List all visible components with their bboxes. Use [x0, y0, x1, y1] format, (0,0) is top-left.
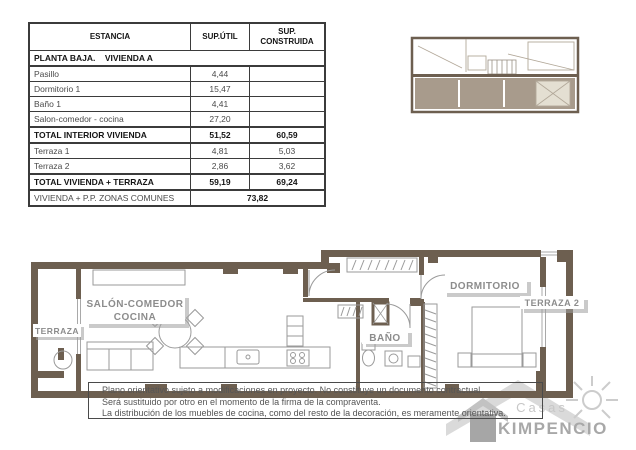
util-value-cell: 59,19	[191, 174, 250, 190]
room-name-cell: TOTAL INTERIOR VIVIENDA	[29, 127, 191, 143]
util-value-cell: 2,86	[191, 159, 250, 175]
total-vivienda-row	[29, 174, 325, 190]
patio	[536, 81, 570, 106]
room-label-dormitorio	[443, 278, 531, 297]
util-value-cell: 4,41	[191, 97, 250, 112]
unit-partition	[503, 80, 505, 107]
total-interior-row	[29, 127, 325, 143]
brand-name-bottom: KIMPENCIO	[498, 419, 608, 438]
tall-cabinets	[287, 316, 303, 346]
util-value-cell: 4,44	[191, 66, 250, 82]
table-row	[29, 159, 325, 175]
built-value-cell	[250, 112, 326, 128]
salon-label-line1: SALÓN-COMEDOR	[86, 299, 184, 310]
util-value-cell: 27,20	[191, 112, 250, 128]
key-plan	[408, 34, 586, 120]
shower	[373, 303, 388, 324]
bathroom-sink	[385, 351, 402, 366]
stairs	[488, 60, 516, 74]
built-value-cell: 3,62	[250, 159, 326, 175]
mid-wall	[412, 74, 578, 77]
built-value-cell: 60,59	[250, 127, 326, 143]
zonas-comunes-row	[29, 190, 325, 206]
bathroom-unit	[408, 356, 420, 367]
table-row	[29, 82, 325, 97]
built-value-cell	[250, 97, 326, 112]
sofa	[87, 342, 153, 370]
cooktop	[287, 350, 309, 366]
table-header-row	[29, 23, 325, 51]
util-value-cell: 15,47	[191, 82, 250, 97]
section-row	[29, 51, 325, 67]
room-name-cell: Terraza 1	[29, 143, 191, 159]
built-value-cell	[250, 82, 326, 97]
nightstand	[458, 353, 471, 367]
room-label-bano	[362, 330, 412, 347]
col-header-sup-util: SUP.ÚTIL	[191, 23, 250, 51]
total-value-cell: 73,82	[191, 190, 326, 206]
brand-name-top: Casas	[516, 400, 568, 415]
disclaimer-box	[88, 382, 543, 419]
terraza2-label: TERRAZA 2	[524, 298, 580, 308]
area-table	[28, 22, 326, 207]
salon-label-line2: COCINA	[113, 312, 157, 323]
col-header-estancia: ESTANCIA	[29, 23, 191, 51]
unit-partition	[458, 80, 460, 107]
room-name-cell: Baño 1	[29, 97, 191, 112]
room-name-cell: VIVIENDA + P.P. ZONAS COMUNES	[29, 190, 191, 206]
bathroom-door-gap	[389, 297, 410, 303]
room-label-salon	[85, 294, 189, 328]
built-value-cell: 69,24	[250, 174, 326, 190]
room-name-cell: Terraza 2	[29, 159, 191, 175]
bano-label: BAÑO	[369, 333, 401, 344]
table-row	[29, 66, 325, 82]
room-name-cell: Dormitorio 1	[29, 82, 191, 97]
table-row	[29, 97, 325, 112]
built-value-cell	[250, 66, 326, 82]
built-value-cell: 5,03	[250, 143, 326, 159]
util-value-cell: 4,81	[191, 143, 250, 159]
section-title: PLANTA BAJA. VIVIENDA A	[29, 51, 325, 67]
dormitorio-label: DORMITORIO	[450, 281, 520, 292]
table-row	[29, 112, 325, 128]
terraza-label: TERRAZA	[34, 326, 80, 336]
disclaimer-line: La distribución de los muebles de cocina, como del resto de la decoración, es meramente orientativa.	[102, 408, 506, 418]
room-label-terraza	[33, 324, 84, 340]
util-value-cell: 51,52	[191, 127, 250, 143]
bedroom-wardrobe	[424, 304, 437, 388]
sideboard	[93, 270, 185, 285]
room-name-cell: Salon-comedor - cocina	[29, 112, 191, 128]
nightstand	[523, 353, 536, 367]
disclaimer-line: Será sustituido por otro en el momento de la firma de la compraventa.	[102, 396, 381, 407]
kitchen-counter	[180, 347, 330, 368]
room-name-cell: TOTAL VIVIENDA + TERRAZA	[29, 174, 191, 190]
disclaimer-line: Plano orientativo sujeto a modificaciones en proyecto. No constituye un documento contractual.	[102, 385, 483, 395]
table-row	[29, 143, 325, 159]
hall-closet	[347, 258, 417, 272]
bed	[472, 307, 522, 367]
room-name-cell: Pasillo	[29, 66, 191, 82]
col-header-sup-construida: SUP. CONSTRUIDA	[250, 23, 326, 51]
kitchen-sink	[237, 350, 259, 364]
room-label-terraza2	[520, 296, 588, 313]
